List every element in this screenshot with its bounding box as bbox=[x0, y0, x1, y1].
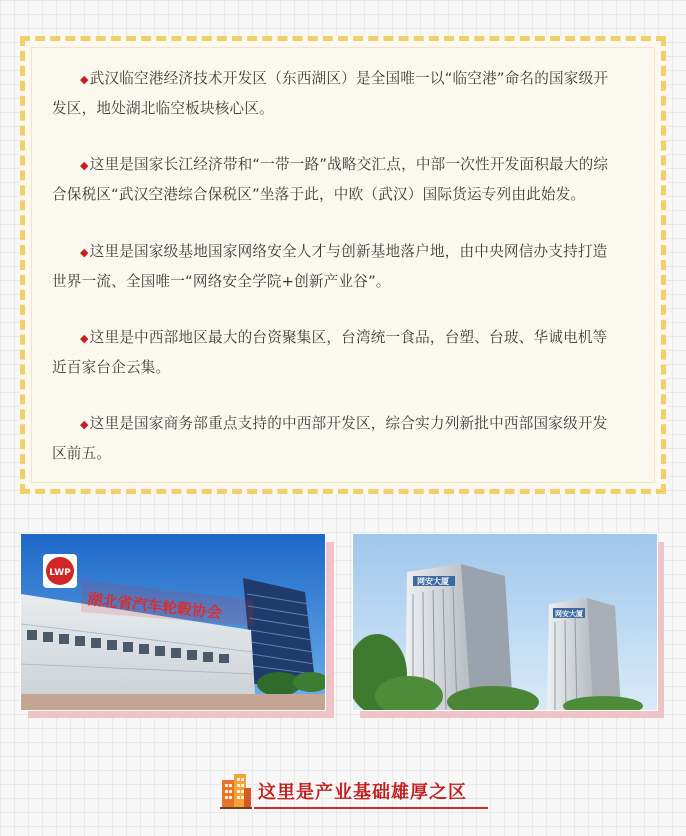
intro-paragraph-2 bbox=[52, 150, 622, 209]
diamond-bullet-icon: ◆ bbox=[80, 332, 89, 345]
paragraph-text: 这里是国家商务部重点支持的中西部开发区，综合实力列新批中西部国家级开发区前五。 bbox=[52, 415, 608, 462]
diamond-bullet-icon: ◆ bbox=[80, 73, 89, 86]
office-tower-photo bbox=[352, 533, 658, 711]
buildings-icon bbox=[220, 770, 252, 810]
intro-paragraph-4 bbox=[52, 323, 622, 382]
tower-a-sign: 网安大厦 bbox=[417, 577, 449, 586]
intro-paragraph-3 bbox=[52, 237, 622, 296]
office-tower-photo-art bbox=[353, 534, 657, 710]
section-caption-text: 这里是产业基础雄厚之区 bbox=[258, 782, 467, 803]
diamond-bullet-icon: ◆ bbox=[80, 159, 89, 172]
caption-underline bbox=[254, 807, 488, 809]
diamond-bullet-icon: ◆ bbox=[80, 418, 89, 431]
paragraph-text: 这里是国家级基地国家网络安全人才与创新基地落户地，由中央网信办支持打造世界一流、全国唯一“网络安全学院+创新产业谷”。 bbox=[52, 243, 608, 290]
paragraph-text: 武汉临空港经济技术开发区（东西湖区）是全国唯一以“临空港”命名的国家级开发区，地处湖北临空板块核心区。 bbox=[52, 70, 609, 117]
diamond-bullet-icon: ◆ bbox=[80, 246, 89, 259]
paragraph-text: 这里是国家长江经济带和“一带一路”战略交汇点，中部一次性开发面积最大的综合保税区“武汉空港综合保税区”坐落于此，中欧（武汉）国际货运专列由此始发。 bbox=[52, 156, 609, 203]
factory-sign-text: 湖北省汽车轮毂协会 bbox=[86, 590, 223, 623]
factory-photo-art bbox=[21, 534, 325, 710]
logo-text: LWP bbox=[49, 568, 71, 578]
tower-b-sign: 网安大厦 bbox=[555, 610, 583, 618]
paragraph-text: 这里是中西部地区最大的台资聚集区，台湾统一食品，台塑、台玻、华诚电机等近百家台企云集。 bbox=[52, 329, 608, 376]
intro-paragraph-1 bbox=[52, 64, 622, 123]
factory-photo bbox=[20, 533, 326, 711]
section-caption bbox=[220, 770, 470, 810]
intro-paragraph-5 bbox=[52, 409, 622, 468]
